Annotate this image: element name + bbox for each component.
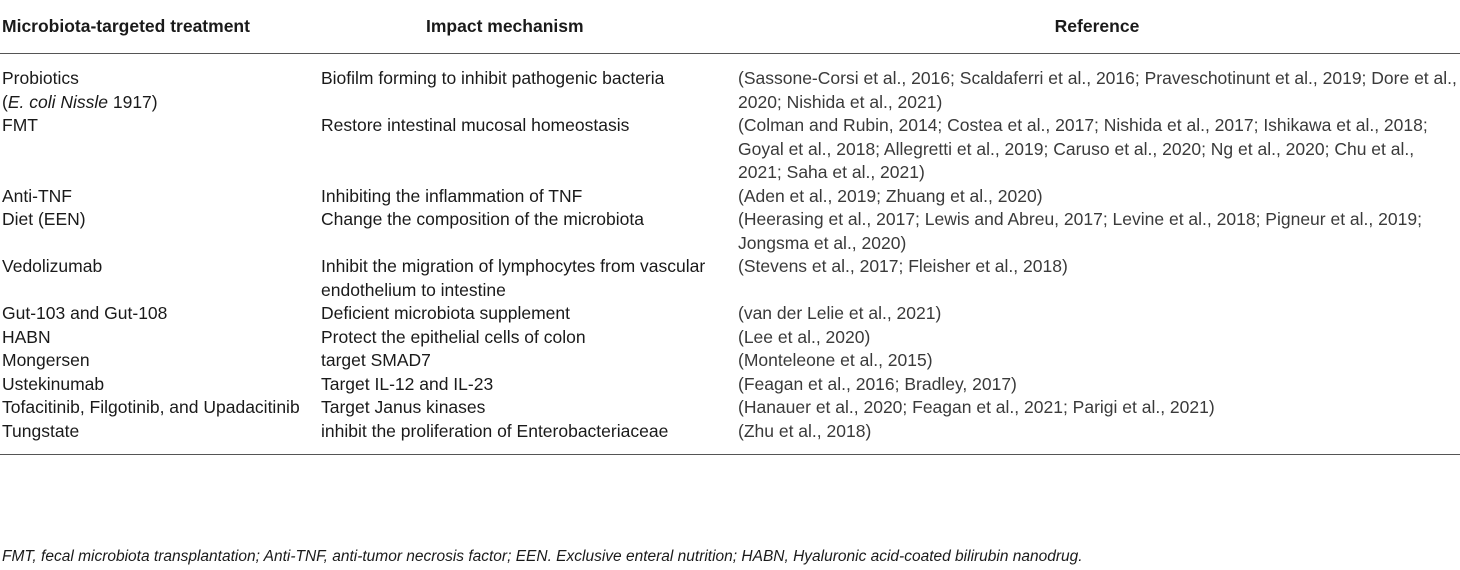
- mechanism-cell: Biofilm forming to inhibit pathogenic bacteria: [321, 68, 665, 88]
- treatment-strain-number: 1917): [108, 91, 158, 112]
- table-header: [0, 0, 1460, 54]
- mechanism-cell: Restore intestinal mucosal homeostasis: [321, 115, 630, 135]
- mechanism-cell: Change the composition of the microbiota: [321, 209, 644, 229]
- mechanism-cell: target SMAD7: [321, 350, 431, 370]
- table-row: [0, 420, 1460, 455]
- table-row: [0, 114, 1460, 185]
- treatment-cell: FMT: [2, 115, 38, 135]
- reference-cell: (Feagan et al., 2016; Bradley, 2017): [738, 373, 1017, 394]
- table-row: [0, 255, 1460, 302]
- table-row: [0, 326, 1460, 350]
- treatment-cell: Vedolizumab: [2, 256, 103, 276]
- mechanism-cell: Inhibiting the inflammation of TNF: [321, 185, 583, 206]
- table-row: [0, 185, 1460, 209]
- mechanism-cell: Target IL-12 and IL-23: [321, 373, 494, 394]
- header-reference: Reference: [734, 0, 1460, 54]
- mechanism-cell: inhibit the proliferation of Enterobacteriaceae: [321, 420, 669, 441]
- reference-cell: (Zhu et al., 2018): [738, 420, 872, 441]
- reference-cell: (van der Lelie et al., 2021): [738, 303, 942, 323]
- table-footnote: FMT, fecal microbiota transplantation; Anti-TNF, anti-tumor necrosis factor; EEN. Exclusive enteral nutrition; HABN, Hyaluronic acid-coated bilirubin nanodrug.: [2, 548, 1083, 565]
- mechanism-cell: Inhibit the migration of lymphocytes from vascular endothelium to intestine: [321, 256, 706, 300]
- reference-cell: (Stevens et al., 2017; Fleisher et al., 2018): [738, 256, 1068, 276]
- treatment-cell: Ustekinumab: [2, 373, 105, 394]
- reference-cell: (Aden et al., 2019; Zhuang et al., 2020): [738, 185, 1043, 206]
- table-row: [0, 349, 1460, 373]
- table-row: [0, 208, 1460, 255]
- reference-cell: (Heerasing et al., 2017; Lewis and Abreu, 2017; Levine et al., 2018; Pigneur et al., 2019; Jongsma et al., 2020): [738, 209, 1422, 253]
- reference-cell: (Hanauer et al., 2020; Feagan et al., 2021; Parigi et al., 2021): [738, 397, 1215, 417]
- reference-cell: (Sassone-Corsi et al., 2016; Scaldaferri et al., 2016; Praveschotinunt et al., 2019; Dore et al., 2020; Nishida et al., 2021): [738, 68, 1457, 112]
- treatment-strain: E. coli Nissle: [7, 91, 108, 112]
- table-row: [0, 302, 1460, 326]
- treatment-cell: Diet (EEN): [2, 209, 86, 229]
- table-body: [0, 54, 1460, 455]
- header-mechanism: Impact mechanism: [307, 0, 734, 54]
- reference-cell: (Monteleone et al., 2015): [738, 350, 933, 370]
- mechanism-cell: Target Janus kinases: [321, 397, 486, 417]
- treatment-cell: Mongersen: [2, 350, 90, 370]
- mechanism-cell: Deficient microbiota supplement: [321, 303, 571, 323]
- reference-cell: (Colman and Rubin, 2014; Costea et al., 2017; Nishida et al., 2017; Ishikawa et al., 2018; Goyal et al., 2018; Allegretti et al., 2019; Caruso et al., 2020; Ng et al., 2020; Chu et al., 2021; Saha et al., 2021): [738, 115, 1428, 182]
- table-row: [0, 373, 1460, 397]
- treatment-cell: Gut-103 and Gut-108: [2, 303, 168, 323]
- mechanism-cell: Protect the epithelial cells of colon: [321, 326, 586, 347]
- treatment-cell: HABN: [2, 326, 51, 347]
- header-treatment: Microbiota-targeted treatment: [0, 0, 307, 54]
- table-row: [0, 396, 1460, 420]
- table-row: [0, 54, 1460, 115]
- treatment-name: Probiotics: [2, 68, 79, 88]
- treatment-cell: Anti-TNF: [2, 185, 72, 206]
- treatment-cell: Tofacitinib, Filgotinib, and Upadacitinib: [2, 397, 300, 417]
- treatment-cell: Probiotics (E. coli Nissle 1917): [2, 68, 158, 112]
- header-row: [0, 0, 1460, 54]
- reference-cell: (Lee et al., 2020): [738, 326, 871, 347]
- treatment-cell: Tungstate: [2, 420, 80, 441]
